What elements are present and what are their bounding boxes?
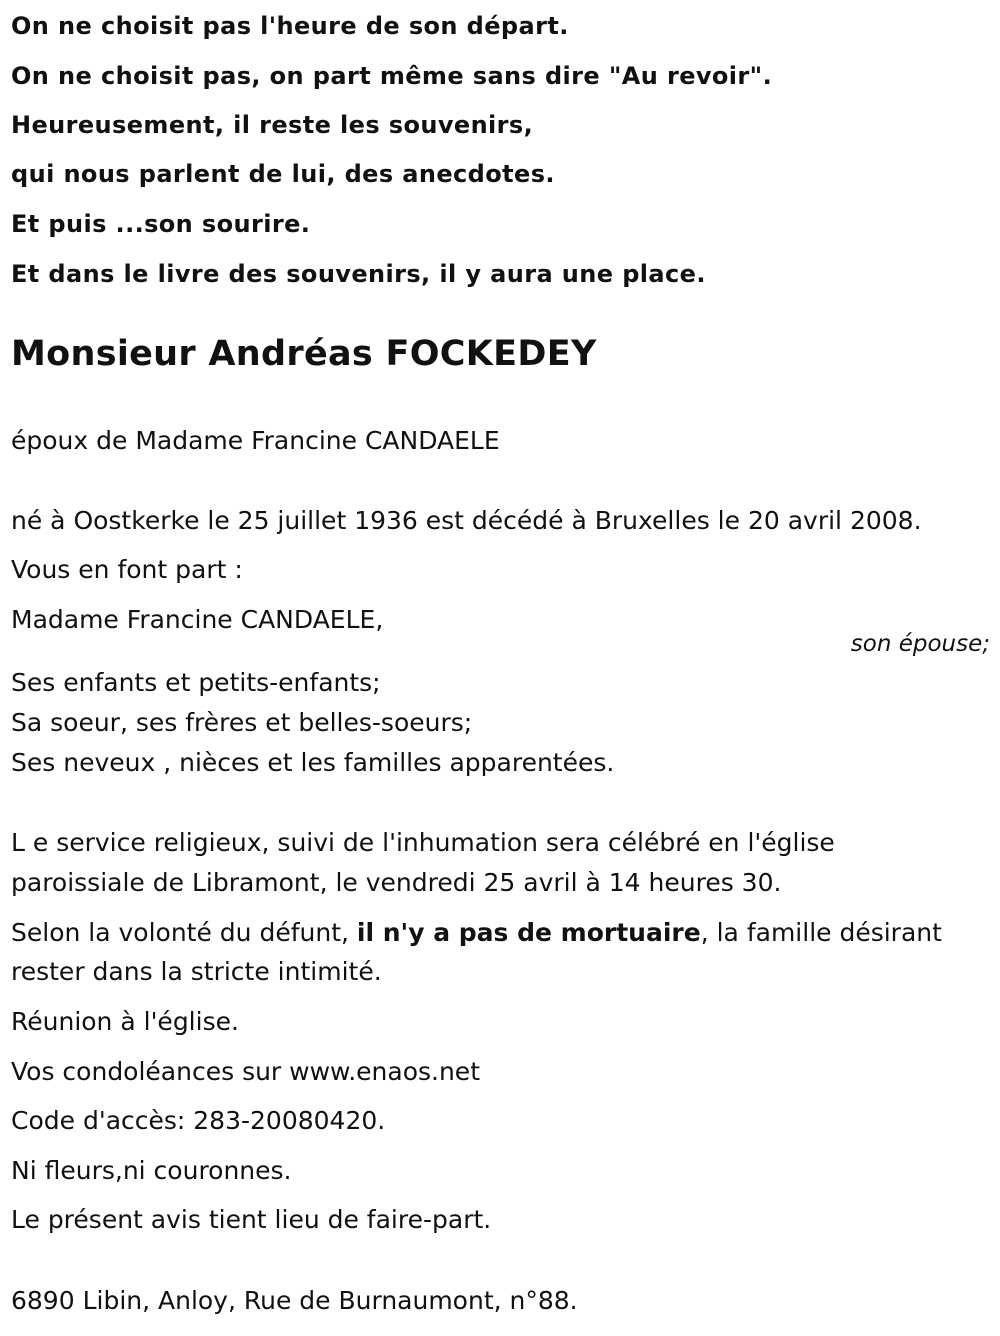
wish-line-2: rester dans la stricte intimité. bbox=[11, 957, 382, 986]
wish-line-1 bbox=[11, 918, 942, 948]
family-line-2: Sa soeur, ses frères et belles-soeurs; bbox=[11, 708, 473, 737]
wish-suffix: , la famille désirant bbox=[700, 918, 942, 947]
family-line-1: Ses enfants et petits-enfants; bbox=[11, 668, 381, 697]
birth-death-line: né à Oostkerke le 25 juillet 1936 est décédé à Bruxelles le 20 avril 2008. bbox=[11, 506, 922, 535]
poem-line-1: On ne choisit pas l'heure de son départ. bbox=[11, 12, 569, 40]
address: 6890 Libin, Anloy, Rue de Burnaumont, n°88. bbox=[11, 1286, 578, 1315]
wish-prefix: Selon la volonté du défunt, bbox=[11, 918, 357, 947]
poem-line-6: Et dans le livre des souvenirs, il y aura une place. bbox=[11, 260, 706, 288]
note-reunion: Réunion à l'église. bbox=[11, 1007, 239, 1036]
announcer-spouse-role: son épouse; bbox=[850, 631, 990, 657]
announcers-intro: Vous en font part : bbox=[11, 555, 243, 584]
service-line-1: L e service religieux, suivi de l'inhumation sera célébré en l'église bbox=[11, 828, 835, 857]
announcer-spouse-name: Madame Francine CANDAELE, bbox=[11, 605, 384, 634]
note-condolences: Vos condoléances sur www.enaos.net bbox=[11, 1057, 480, 1086]
deceased-name: Monsieur Andréas FOCKEDEY bbox=[11, 334, 597, 374]
poem-line-3: Heureusement, il reste les souvenirs, bbox=[11, 111, 534, 139]
poem-line-4: qui nous parlent de lui, des anecdotes. bbox=[11, 160, 555, 188]
note-no-flowers: Ni fleurs,ni couronnes. bbox=[11, 1156, 292, 1185]
service-line-2: paroissiale de Libramont, le vendredi 25 avril à 14 heures 30. bbox=[11, 868, 782, 897]
spouse-line: époux de Madame Francine CANDAELE bbox=[11, 426, 500, 455]
family-line-3: Ses neveux , nièces et les familles apparentées. bbox=[11, 748, 615, 777]
note-faire-part: Le présent avis tient lieu de faire-part. bbox=[11, 1205, 492, 1234]
poem-line-5: Et puis ...son sourire. bbox=[11, 210, 311, 238]
wish-no-mortuary: il n'y a pas de mortuaire bbox=[356, 918, 701, 947]
note-access-code: Code d'accès: 283-20080420. bbox=[11, 1106, 386, 1135]
poem-line-2: On ne choisit pas, on part même sans dire "Au revoir". bbox=[11, 62, 773, 90]
